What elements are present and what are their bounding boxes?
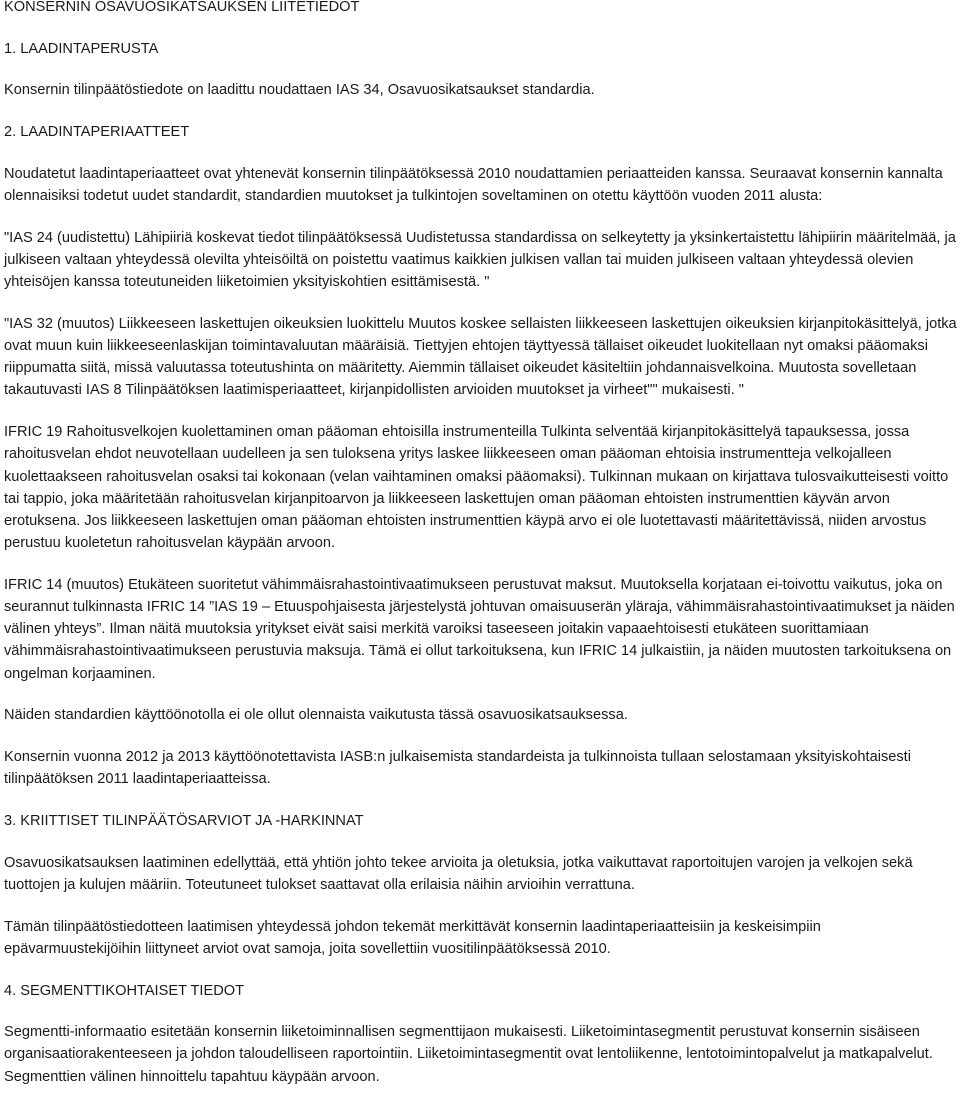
section-2-paragraph-7: Konsernin vuonna 2012 ja 2013 käyttöönotettavista IASB:n julkaisemista standardeista ja tulkinnoista tullaan selostamaan yksityiskohtaisesti tilinpäätöksen 2011 laadintaperiaatteissa.	[4, 749, 911, 788]
section-2-paragraph-5: IFRIC 14 (muutos) Etukäteen suoritetut vähimmäisrahastointivaatimukseen perustuvat maksut. Muutoksella korjataan ei-toivottu vaikutus, joka on seurannut tulkinnasta IFRIC 14 ”IAS 19 – Etuuspohjaisesta järjestelystä johtuvan omaisuuserän yläraja, vähimmäisrahastointivaatimukset ja näiden välinen yhteys”. Ilman näitä muutoksia yritykset eivät saisi merkitä varoiksi taseeseen joitakin vapaaehtoisesti etukäteen suorittamiaan vähimmäisrahastointivaatimukseen perustuvia maksuja. Tämä ei ollut tarkoituksena, kun IFRIC 14 julkaistiin, ja näiden muutosten tarkoituksena on ongelman korjaaminen.	[4, 576, 955, 682]
section-2-paragraph-4: IFRIC 19 Rahoitusvelkojen kuolettaminen oman pääoman ehtoisilla instrumenteilla Tulkinta selventää kirjanpitokäsittelyä tapauksessa, jossa rahoitusvelan ehdot neuvotellaan uudelleen ja sen tuloksena yritys laskee liikkeeseen oman pääoman ehtoisia instrumentteja velkojalleen kuolettaakseen rahoitusvelan osaksi tai kokonaan (velan vaihtaminen omaksi pääomaksi). Tulkinnan mukaan on kirjattava tulosvaikutteisesti voitto tai tappio, joka määritetään rahoitusvelan kirjanpitoarvon ja liikkeeseen laskettujen oman pääoman ehtoisten instrumenttien käyvän arvon erotuksena. Jos liikkeeseen laskettujen oman pääoman ehtoisten instrumenttien käypä arvo ei ole luotettavasti määritettävissä, niiden arvostus perustuu kuoletetun rahoitusvelan käypään arvoon.	[4, 424, 949, 552]
section-2-paragraph-3: "IAS 32 (muutos) Liikkeeseen laskettujen oikeuksien luokittelu Muutos koskee sellaisten liikkeeseen laskettujen oikeuksien kirjanpitokäsittelyä, jotka ovat muun kuin liikkeeseenlaskijan toimintavaluutan määräisiä. Tiettyjen ehtojen täyttyessä tällaiset oikeudet luokitellaan nyt omaksi pääomaksi riippumatta siitä, missä valuutassa toteutushinta on määritetty. Aiemmin tällaiset oikeudet käsiteltiin johdannaisvelkoina. Muutosta sovelletaan takautuvasti IAS 8 Tilinpäätöksen laatimisperiaatteet, kirjanpidollisten arvioiden muutokset ja virheet"" mukaisesti. "	[4, 315, 957, 399]
section-4-paragraph-1: Segmentti-informaatio esitetään konsernin liiketoiminnallisen segmenttijaon mukaisesti. Liiketoimintasegmentit perustuvat konsernin sisäiseen organisaatiorakenteeseen ja johdon taloudelliseen raportointiin. Liiketoimintasegmentit ovat lentoliikenne, lentotoimintopalvelut ja matkapalvelut. Segmenttien välinen hinnoittelu tapahtuu käypään arvoon.	[4, 1024, 933, 1085]
section-2-heading: 2. LAADINTAPERIAATTEET	[4, 124, 190, 141]
section-2-paragraph-1: Noudatetut laadintaperiaatteet ovat yhtenevät konsernin tilinpäätöksessä 2010 noudattamien periaatteiden kanssa. Seuraavat konsernin kannalta olennaisiksi todetut uudet standardit, standardien muutokset ja tulkintojen soveltaminen on otettu käyttöön vuoden 2011 alusta:	[4, 165, 943, 205]
section-3-paragraph-1: Osavuosikatsauksen laatiminen edellyttää, että yhtiön johto tekee arvioita ja oletuksia, jotka vaikuttavat raportoitujen varojen ja velkojen sekä tuottojen ja kulujen määriin. Toteutuneet tulokset saattavat olla erilaisia näihin arvioihin verrattuna.	[4, 854, 913, 893]
section-2-paragraph-6: Näiden standardien käyttöönotolla ei ole ollut olennaista vaikutusta tässä osavuosikatsauksessa.	[4, 707, 628, 724]
section-3-heading: 3. KRIITTISET TILINPÄÄTÖSARVIOT JA -HARKINNAT	[4, 812, 364, 829]
document-title: KONSERNIN OSAVUOSIKATSAUKSEN LIITETIEDOT	[4, 0, 360, 15]
section-1-paragraph-1: Konsernin tilinpäätöstiedote on laadittu noudattaen IAS 34, Osavuosikatsaukset standardia.	[4, 82, 595, 99]
section-2-paragraph-2: "IAS 24 (uudistettu) Lähipiiriä koskevat tiedot tilinpäätöksessä Uudistetussa standardissa on selkeytetty ja yksinkertaistettu lähipiirin määritelmää, ja julkiseen valtaan yhteydessä olevilta yhteisöiltä on poistettu vaatimus kaikkien julkisen vallan tai muiden julkiseen valtaan yhteydessä olevien yhteisöjen kanssa toteutuneiden liiketoimien yksityiskohtien esittämisestä. "	[4, 229, 956, 291]
section-3-paragraph-2: Tämän tilinpäätöstiedotteen laatimisen yhteydessä johdon tekemät merkittävät konsernin laadintaperiaatteisiin ja keskeisimpiin epävarmuustekijöihin liittyneet arviot ovat samoja, joita sovellettiin vuositilinpäätöksessä 2010.	[4, 918, 821, 957]
section-1-heading: 1. LAADINTAPERUSTA	[4, 40, 159, 57]
section-4-heading: 4. SEGMENTTIKOHTAISET TIEDOT	[4, 982, 245, 999]
document-page	[4, 0, 958, 1107]
